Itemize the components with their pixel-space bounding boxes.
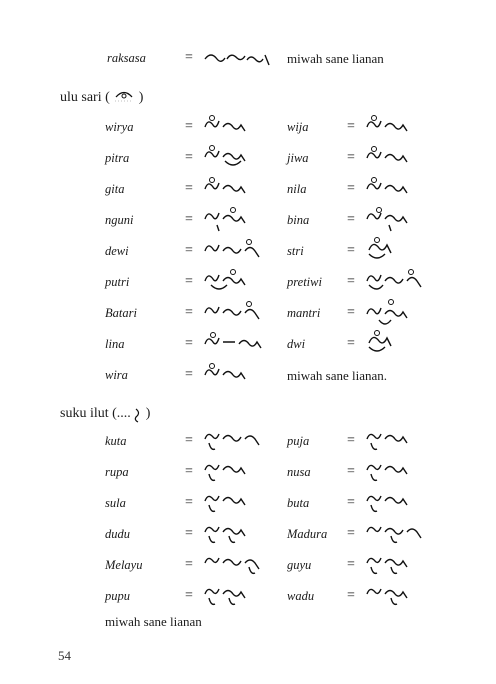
ulu-sari-diacritic-icon: [113, 89, 135, 103]
balinese-script-glyph: [203, 205, 251, 233]
right-word: nila: [287, 182, 307, 196]
right-word: buta: [287, 496, 310, 510]
equals-sign: =: [347, 336, 355, 351]
equals-sign: =: [347, 305, 355, 320]
balinese-script-glyph: [203, 267, 251, 295]
right-word: Madura: [287, 527, 328, 541]
equals-sign: =: [347, 495, 355, 510]
balinese-script-glyph: [365, 489, 413, 517]
equals-sign: =: [185, 243, 193, 258]
balinese-script-glyph: [203, 361, 259, 385]
balinese-script-glyph: [203, 582, 251, 610]
equals-sign: =: [185, 212, 193, 227]
balinese-script-glyph: [365, 144, 413, 168]
equals-sign: =: [185, 464, 193, 479]
page-number: 54: [58, 648, 71, 663]
equals-sign: =: [347, 212, 355, 227]
right-word: bina: [287, 213, 310, 227]
right-word: mantri: [287, 306, 321, 320]
intro-word: raksasa: [107, 51, 146, 65]
balinese-script-glyph: [203, 237, 265, 261]
equals-sign: =: [185, 274, 193, 289]
equals-sign: =: [347, 274, 355, 289]
equals-sign: =: [185, 50, 193, 65]
balinese-script-glyph: [203, 330, 265, 354]
balinese-script-glyph: [203, 175, 251, 199]
left-word: pupu: [105, 589, 130, 603]
balinese-script-glyph: [365, 520, 427, 548]
equals-sign: =: [347, 150, 355, 165]
balinese-script-glyph: [365, 113, 413, 137]
balinese-script-glyph: [365, 327, 405, 357]
heading-close: ): [138, 90, 144, 105]
balinese-script-glyph: [203, 427, 265, 455]
left-word: pitra: [105, 151, 130, 165]
balinese-script-glyph: [203, 458, 251, 486]
equals-sign: =: [347, 119, 355, 134]
balinese-script-glyph: [203, 520, 255, 548]
left-word: putri: [105, 275, 130, 289]
balinese-script-glyph: [365, 427, 413, 455]
left-word: kuta: [105, 434, 127, 448]
equals-sign: =: [185, 367, 193, 382]
equals-sign: =: [347, 526, 355, 541]
balinese-script-glyph: [203, 299, 265, 323]
balinese-script-glyph: [365, 205, 413, 233]
equals-sign: =: [347, 588, 355, 603]
equals-sign: =: [347, 243, 355, 258]
equals-sign: =: [347, 433, 355, 448]
right-word: jiwa: [287, 151, 309, 165]
equals-sign: =: [185, 336, 193, 351]
equals-sign: =: [185, 588, 193, 603]
balinese-script-glyph: [365, 551, 417, 579]
left-word: Melayu: [105, 558, 143, 572]
intro-note: miwah sane lianan: [287, 51, 384, 66]
left-word: sula: [105, 496, 126, 510]
left-word: dewi: [105, 244, 129, 258]
balinese-script-glyph: [203, 551, 269, 579]
right-word: nusa: [287, 465, 311, 479]
right-word: stri: [287, 244, 304, 258]
suku-ilut-diacritic-icon: [134, 407, 142, 423]
balinese-script-glyph: [203, 143, 255, 171]
equals-sign: =: [185, 557, 193, 572]
right-note: miwah sane lianan.: [287, 368, 387, 383]
heading-close: ): [145, 406, 151, 421]
heading-text: suku ilut (....: [60, 406, 131, 421]
equals-sign: =: [185, 495, 193, 510]
left-word: dudu: [105, 527, 130, 541]
equals-sign: =: [185, 433, 193, 448]
equals-sign: =: [347, 464, 355, 479]
left-word: nguni: [105, 213, 134, 227]
right-word: wija: [287, 120, 309, 134]
balinese-script-glyph: [203, 113, 251, 137]
equals-sign: =: [185, 305, 193, 320]
heading-text: ulu sari (: [60, 90, 110, 105]
right-word: dwi: [287, 337, 306, 351]
left-word: wirya: [105, 120, 134, 134]
right-word: puja: [287, 434, 310, 448]
section-heading-suku-ilut: [60, 401, 150, 422]
equals-sign: =: [185, 150, 193, 165]
footer-note: miwah sane lianan: [105, 614, 202, 629]
equals-sign: =: [185, 526, 193, 541]
balinese-script-glyph: [365, 458, 413, 486]
equals-sign: =: [185, 119, 193, 134]
balinese-script-glyph: [203, 489, 255, 517]
section-heading-ulu-sari: [60, 87, 143, 106]
right-word: guyu: [287, 558, 312, 572]
left-word: lina: [105, 337, 125, 351]
equals-sign: =: [185, 181, 193, 196]
right-word: wadu: [287, 589, 315, 603]
left-word: wira: [105, 368, 128, 382]
balinese-script-glyph: [203, 47, 273, 69]
balinese-script-glyph: [365, 175, 413, 199]
left-word: gita: [105, 182, 125, 196]
balinese-script-glyph: [365, 234, 405, 264]
balinese-script-glyph: [365, 296, 413, 330]
left-word: Batari: [105, 306, 137, 320]
equals-sign: =: [347, 557, 355, 572]
right-word: pretiwi: [287, 275, 322, 289]
equals-sign: =: [347, 181, 355, 196]
left-word: rupa: [105, 465, 129, 479]
balinese-script-glyph: [365, 267, 427, 295]
balinese-script-glyph: [365, 582, 413, 610]
